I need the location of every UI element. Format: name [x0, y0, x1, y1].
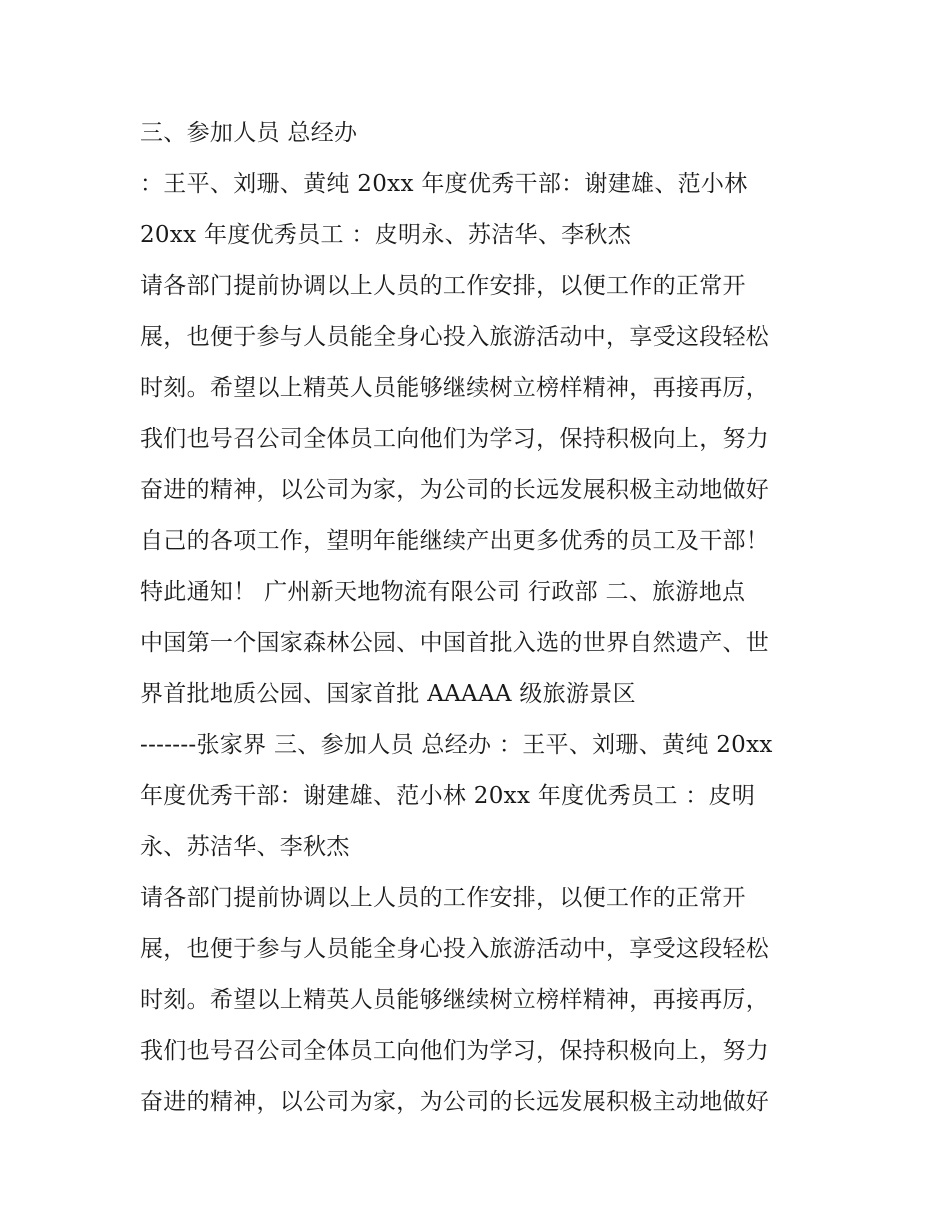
text-line: ：王平、刘珊、黄纯 20xx 年度优秀干部：谢建雄、范小林	[140, 171, 748, 197]
text-line: 展，也便于参与人员能全身心投入旅游活动中，享受这段轻松	[140, 936, 770, 962]
text-line: 奋进的精神，以公司为家，为公司的长远发展积极主动地做好	[140, 477, 770, 503]
text-line: 时刻。希望以上精英人员能够继续树立榜样精神，再接再厉，	[140, 987, 770, 1013]
text-line: 界首批地质公园、国家首批 AAAAA 级旅游景区	[140, 681, 636, 707]
text-line: 请各部门提前协调以上人员的工作安排，以便工作的正常开	[140, 885, 746, 911]
text-line: -------张家界 三、参加人员 总经办 ：王平、刘珊、黄纯 20xx	[140, 732, 773, 758]
text-line: 特此通知！ 广州新天地物流有限公司 行政部 二、旅游地点	[140, 579, 746, 605]
text-line: 时刻。希望以上精英人员能够继续树立榜样精神，再接再厉，	[140, 375, 770, 401]
text-line: 年度优秀干部：谢建雄、范小林 20xx 年度优秀员工 ：皮明	[140, 783, 756, 809]
text-line: 自己的各项工作，望明年能继续产出更多优秀的员工及干部！	[140, 528, 770, 554]
text-line: 三、参加人员 总经办	[140, 120, 358, 146]
text-line: 我们也号召公司全体员工向他们为学习，保持积极向上，努力	[140, 426, 770, 452]
text-line: 永、苏洁华、李秋杰	[140, 834, 350, 860]
text-line: 奋进的精神，以公司为家，为公司的长远发展积极主动地做好	[140, 1089, 770, 1115]
text-line: 中国第一个国家森林公园、中国首批入选的世界自然遗产、世	[140, 630, 770, 656]
document-body	[140, 108, 820, 1128]
text-line: 展，也便于参与人员能全身心投入旅游活动中，享受这段轻松	[140, 324, 770, 350]
text-line: 请各部门提前协调以上人员的工作安排，以便工作的正常开	[140, 273, 746, 299]
text-line: 20xx 年度优秀员工 ：皮明永、苏洁华、李秋杰	[140, 222, 632, 248]
text-line: 我们也号召公司全体员工向他们为学习，保持积极向上，努力	[140, 1038, 770, 1064]
